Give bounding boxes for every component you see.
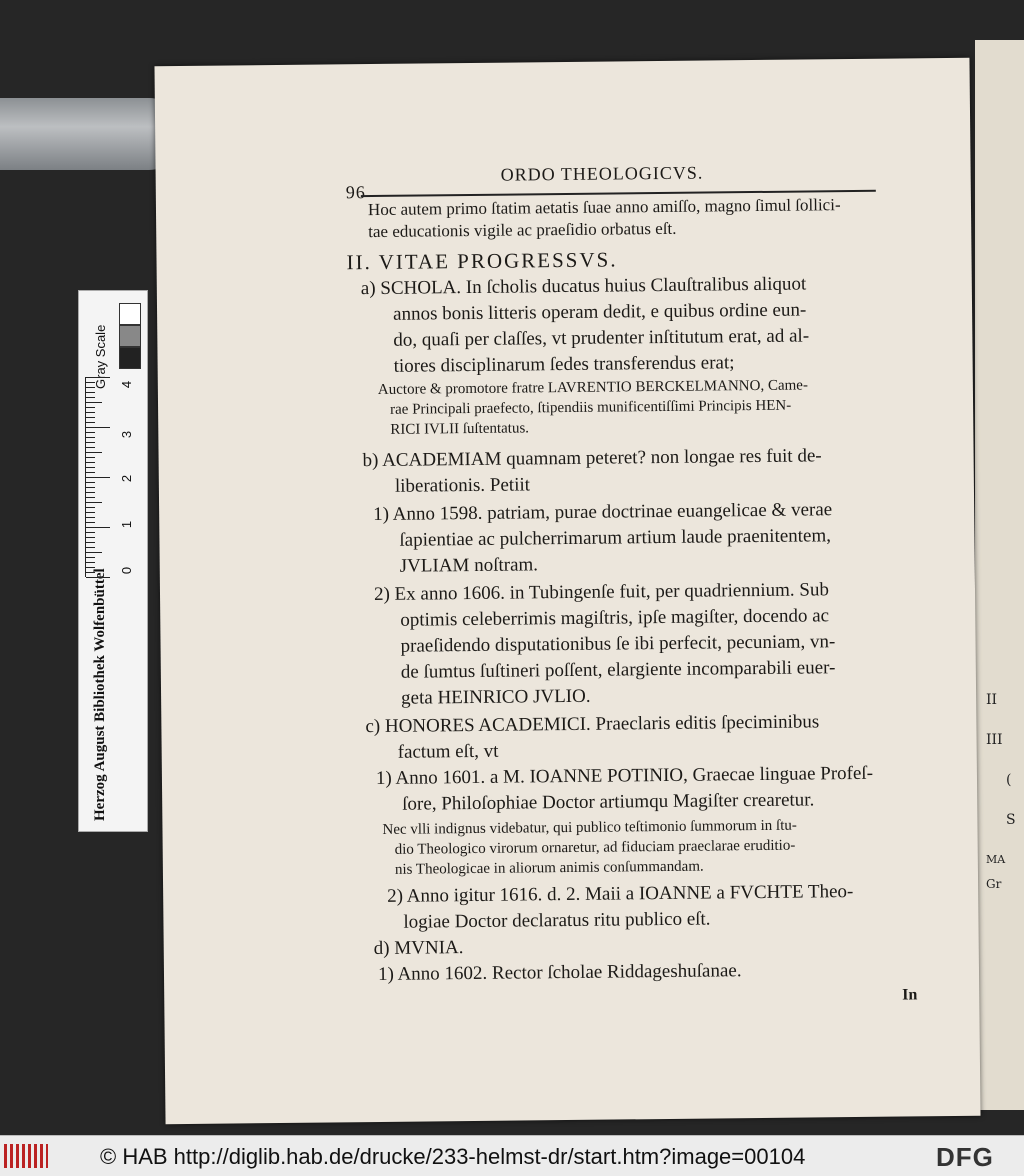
ruler-tick: [86, 392, 95, 393]
ruler-tick: [86, 377, 110, 378]
facing-page-text: [986, 680, 1024, 904]
text-line: ſapientiae ac pulcherrimarum artium laude praenitentem,: [399, 525, 832, 551]
text-line: c) HONORES ACADEMICI. Praeclaris editis ſpeciminibus: [365, 711, 820, 738]
ruler-tick: [86, 462, 95, 463]
text-line: 1) Anno 1598. patriam, purae doctrinae euangelicae & verae: [373, 499, 833, 526]
ruler-tick: [86, 427, 110, 428]
text-line: 1) Anno 1601. a M. IOANNE POTINIO, Graecae linguae Profeſ-: [375, 762, 874, 790]
ruler-number: 1: [119, 520, 135, 529]
ruler-tick: [86, 432, 95, 433]
ruler-tick: [86, 562, 95, 563]
ruler-tick: [86, 442, 95, 443]
ruler-tick: [86, 512, 95, 513]
ruler-tick: [86, 477, 110, 478]
text-line: b) ACADEMIAM quamnam peteret? non longae res fuit de-: [362, 445, 822, 472]
ruler-tick: [86, 412, 95, 413]
facing-fragment: MA: [986, 853, 1006, 866]
ruler-tick: [86, 532, 95, 533]
ruler-tick: [86, 452, 102, 453]
ruler-tick: [86, 402, 102, 403]
dfg-logo: DFG: [936, 1142, 994, 1172]
hab-logo-icon: [4, 1144, 48, 1168]
text-line: tiores disciplinarum ſedes transferendus erat;: [393, 352, 735, 377]
ruler-tick: [86, 577, 110, 578]
facing-fragment: Gr: [986, 877, 1002, 891]
ruler-tick: [86, 422, 95, 423]
facing-page: [975, 40, 1024, 1110]
text-line: 1) Anno 1602. Rector ſcholae Riddageshuſanae.: [377, 960, 742, 986]
ruler-tick: [86, 457, 95, 458]
facing-fragment: II: [986, 692, 998, 708]
text-line: factum eſt, vt: [397, 740, 499, 763]
ruler-tick: [86, 492, 95, 493]
text-line: d) MVNIA.: [373, 937, 464, 960]
text-line: do, quaſi per claſſes, vt prudenter inſtitutum erat, ad al-: [393, 325, 810, 351]
ruler-tick: [86, 537, 95, 538]
ruler-tick: [86, 567, 95, 568]
text-line: ſore, Philoſophiae Doctor artiumqu Magiſter crearetur.: [402, 789, 815, 815]
text-line: a) SCHOLA. In ſcholis ducatus huius Clauſtralibus aliquot: [360, 273, 807, 300]
ruler-tick: [86, 467, 95, 468]
text-line: praeſidendo disputationibus ſe ibi perfecit, pecuniam, vn-: [400, 631, 836, 657]
text-line: nis Theologicae in aliorum animis conſummandam.: [394, 858, 704, 878]
book-page: [154, 58, 980, 1124]
ruler-number: 3: [119, 430, 135, 439]
ruler-tick: [86, 417, 95, 418]
section-heading: II. VITAE PROGRESSVS.: [346, 247, 618, 275]
text-line: optimis celeberrimis magiſtris, ipſe magiſter, docendo ac: [400, 605, 830, 631]
text-line: logiae Doctor declaratus ritu publico eſt.: [403, 908, 711, 933]
ruler-tick: [86, 447, 95, 448]
text-line: geta HEINRICO JVLIO.: [401, 685, 591, 709]
gray-patches: [119, 303, 141, 369]
ruler-tick: [86, 472, 95, 473]
ruler-number: 0: [119, 566, 135, 575]
text-line: Auctore & promotore fratre LAVRENTIO BERCKELMANNO, Came-: [377, 377, 809, 398]
footer-bar: [0, 1135, 1024, 1176]
facing-fragment: S: [1006, 812, 1016, 828]
ruler-tick: [86, 542, 95, 543]
ruler-tick: [86, 557, 95, 558]
ruler-tick: [86, 572, 95, 573]
text-line: de ſumtus ſuſtineri poſſent, elargiente incomparabili euer-: [400, 657, 836, 683]
catchword: In: [902, 986, 918, 1004]
text-line: Nec vlli indignus videbatur, qui publico teſtimonio ſummorum in ſtu-: [382, 817, 797, 838]
ruler-tick: [86, 497, 95, 498]
ruler-tick: [86, 517, 95, 518]
ruler-tick: [86, 387, 95, 388]
gray-scale-ruler: [78, 290, 148, 832]
facing-fragment: (: [1006, 772, 1012, 788]
ruler-tick: [86, 502, 102, 503]
ruler-tick: [86, 552, 102, 553]
ruler-tick: [86, 507, 95, 508]
ruler-tick: [86, 437, 95, 438]
text-line: annos bonis litteris operam dedit, e quibus ordine eun-: [392, 299, 807, 325]
text-line: RICI IVLII ſuſtentatus.: [390, 420, 530, 438]
text-line: 2) Anno igitur 1616. d. 2. Maii a IOANNE a FVCHTE Theo-: [387, 881, 854, 907]
text-line: tae educationis vigile ac praeſidio orbatus eſt.: [368, 218, 677, 242]
ruler-tick: [86, 407, 95, 408]
running-head: ORDO THEOLOGICVS.: [500, 162, 704, 185]
ruler-tick: [86, 397, 95, 398]
ruler-tick: [86, 522, 95, 523]
ruler-library-name: Herzog August Bibliothek Wolfenbüttel: [92, 568, 108, 821]
text-line: JVLIAM noſtram.: [399, 554, 539, 577]
text-line: dio Theologico virorum ornaretur, ad fiduciam praeclarae eruditio-: [394, 837, 796, 858]
ruler-scale-label: Gray Scale: [93, 324, 108, 389]
footer-url[interactable]: © HAB http://diglib.hab.de/drucke/233-helmst-dr/start.htm?image=00104: [100, 1144, 806, 1169]
ruler-ticks: [85, 377, 116, 577]
ruler-tick: [86, 527, 110, 528]
ruler-number: 4: [119, 380, 135, 389]
text-line: rae Principali praefecto, ſtipendiis munificentiſſimi Principis HEN-: [390, 397, 792, 418]
ruler-tick: [86, 547, 95, 548]
text-line: 2) Ex anno 1606. in Tubingenſe fuit, per quadriennium. Sub: [373, 579, 830, 606]
page-number: 96: [345, 182, 366, 203]
ruler-tick: [86, 382, 95, 383]
facing-fragment: III: [986, 732, 1003, 748]
ruler-tick: [86, 482, 95, 483]
text-line: Hoc autem primo ſtatim aetatis ſuae anno amiſſo, magno ſimul ſollici-: [367, 195, 841, 220]
ruler-tick: [86, 487, 95, 488]
text-line: liberationis. Petiit: [394, 474, 531, 497]
ruler-number: 2: [119, 474, 135, 483]
